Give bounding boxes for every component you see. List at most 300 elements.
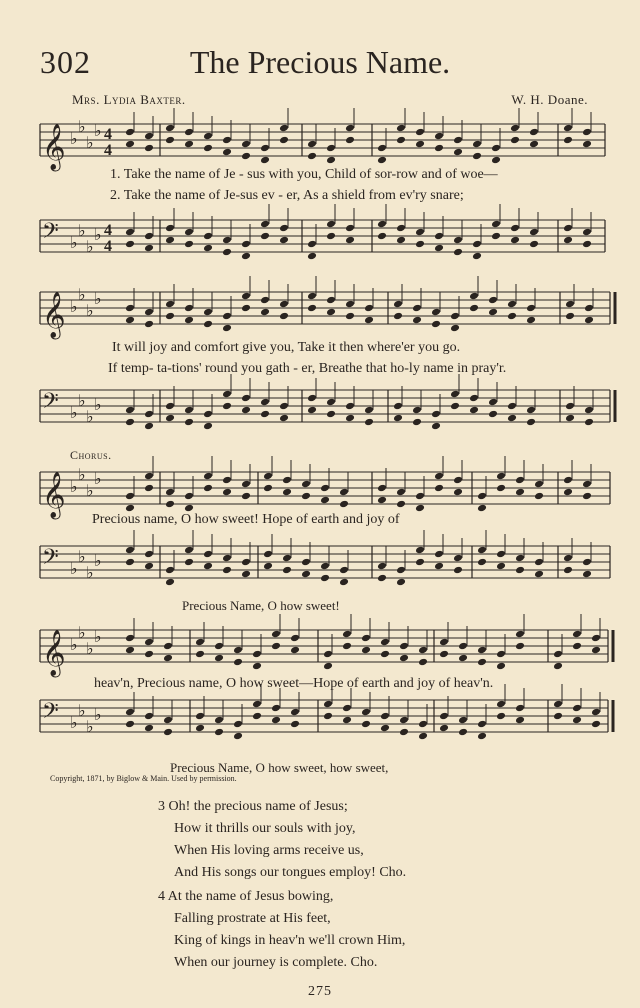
notehead bbox=[510, 236, 520, 245]
stanza-line: How it thrills our souls with joy, bbox=[174, 821, 356, 836]
notehead bbox=[565, 300, 575, 309]
bass-clef-icon: 𝄢 bbox=[42, 545, 59, 575]
notehead bbox=[450, 390, 460, 399]
notehead bbox=[279, 236, 289, 245]
notehead bbox=[491, 232, 501, 241]
notehead bbox=[326, 156, 336, 165]
notehead bbox=[526, 304, 536, 313]
notehead bbox=[165, 236, 175, 245]
notehead bbox=[252, 650, 262, 659]
notehead bbox=[260, 232, 270, 241]
notehead bbox=[203, 308, 213, 317]
notehead bbox=[271, 716, 281, 725]
notehead bbox=[412, 304, 422, 313]
notehead bbox=[195, 724, 205, 733]
flat-icon: ♭ bbox=[78, 221, 86, 240]
treble-clef-icon: 𝄞 bbox=[42, 630, 66, 676]
notehead bbox=[222, 136, 232, 145]
notehead bbox=[507, 414, 517, 423]
notehead bbox=[144, 244, 154, 253]
notehead bbox=[125, 720, 135, 729]
notehead bbox=[165, 402, 175, 411]
notehead bbox=[125, 316, 135, 325]
notehead bbox=[377, 574, 387, 583]
notehead bbox=[125, 504, 135, 513]
flat-icon: ♭ bbox=[86, 301, 94, 320]
notehead bbox=[380, 724, 390, 733]
notehead bbox=[125, 546, 135, 555]
notehead bbox=[241, 394, 251, 403]
notehead bbox=[125, 140, 135, 149]
notehead bbox=[241, 240, 251, 249]
notehead bbox=[563, 554, 573, 563]
notehead bbox=[241, 480, 251, 489]
notehead bbox=[472, 240, 482, 249]
notehead bbox=[144, 650, 154, 659]
notehead bbox=[582, 558, 592, 567]
notehead bbox=[323, 650, 333, 659]
notehead bbox=[260, 156, 270, 165]
notehead bbox=[320, 562, 330, 571]
notehead bbox=[572, 704, 582, 713]
notehead bbox=[496, 662, 506, 671]
notehead bbox=[472, 140, 482, 149]
notehead bbox=[565, 312, 575, 321]
notehead bbox=[279, 402, 289, 411]
flat-icon: ♭ bbox=[70, 713, 78, 732]
flat-icon: ♭ bbox=[86, 481, 94, 500]
notehead bbox=[222, 402, 232, 411]
notehead bbox=[163, 716, 173, 725]
hymn-title: The Precious Name. bbox=[189, 44, 451, 80]
notehead bbox=[144, 472, 154, 481]
notehead bbox=[582, 140, 592, 149]
notehead bbox=[165, 414, 175, 423]
notehead bbox=[418, 658, 428, 667]
notehead bbox=[345, 312, 355, 321]
notehead bbox=[364, 406, 374, 415]
flat-icon: ♭ bbox=[94, 225, 102, 244]
flat-icon: ♭ bbox=[86, 237, 94, 256]
notehead bbox=[307, 240, 317, 249]
notehead bbox=[563, 236, 573, 245]
notehead bbox=[412, 316, 422, 325]
notehead bbox=[591, 720, 601, 729]
time-signature-bottom: 4 bbox=[104, 238, 112, 256]
notehead bbox=[260, 144, 270, 153]
notehead bbox=[415, 504, 425, 513]
notehead bbox=[434, 232, 444, 241]
verse-2-lyric-line-1: 2. Take the name of Je-sus ev - er, As a shield from ev'ry snare; bbox=[110, 188, 464, 203]
notehead bbox=[434, 550, 444, 559]
chorus-system-2-treble-staff bbox=[0, 623, 640, 676]
flat-icon: ♭ bbox=[86, 563, 94, 582]
notehead bbox=[415, 228, 425, 237]
notehead bbox=[320, 484, 330, 493]
notehead bbox=[496, 700, 506, 709]
notehead bbox=[307, 252, 317, 261]
notehead bbox=[260, 410, 270, 419]
notehead bbox=[165, 300, 175, 309]
notehead bbox=[496, 712, 506, 721]
notehead bbox=[488, 296, 498, 305]
notehead bbox=[434, 132, 444, 141]
notehead bbox=[434, 472, 444, 481]
notehead bbox=[563, 566, 573, 575]
notehead bbox=[472, 152, 482, 161]
notehead bbox=[339, 500, 349, 509]
notehead bbox=[233, 732, 243, 741]
notehead bbox=[326, 232, 336, 241]
chorus-label: Chorus. bbox=[70, 448, 112, 462]
notehead bbox=[165, 224, 175, 233]
notehead bbox=[515, 716, 525, 725]
notehead bbox=[144, 422, 154, 431]
verse-1-lyric-line-1: 1. Take the name of Je - sus with you, Child of sor-row and of woe— bbox=[110, 167, 498, 182]
flat-icon: ♭ bbox=[70, 559, 78, 578]
notehead bbox=[203, 484, 213, 493]
flat-icon: ♭ bbox=[78, 391, 86, 410]
notehead bbox=[282, 566, 292, 575]
notehead bbox=[184, 504, 194, 513]
notehead bbox=[515, 566, 525, 575]
notehead bbox=[125, 634, 135, 643]
notehead bbox=[222, 554, 232, 563]
chorus-lyric-line-2: heav'n, Precious name, O how sweet—Hope of earth and joy of heav'n. bbox=[94, 676, 494, 691]
notehead bbox=[572, 716, 582, 725]
notehead bbox=[418, 720, 428, 729]
treble-clef-icon: 𝄞 bbox=[42, 124, 66, 170]
notehead bbox=[591, 708, 601, 717]
notehead bbox=[184, 128, 194, 137]
notehead bbox=[477, 504, 487, 513]
notehead bbox=[165, 124, 175, 133]
notehead bbox=[222, 312, 232, 321]
notehead bbox=[163, 654, 173, 663]
notehead bbox=[572, 630, 582, 639]
notehead bbox=[534, 480, 544, 489]
notehead bbox=[222, 148, 232, 157]
stanza-line: When His loving arms receive us, bbox=[174, 843, 364, 858]
notehead bbox=[345, 224, 355, 233]
notehead bbox=[222, 324, 232, 333]
notehead bbox=[396, 136, 406, 145]
notehead bbox=[323, 662, 333, 671]
notehead bbox=[582, 492, 592, 501]
notehead bbox=[434, 562, 444, 571]
notehead bbox=[326, 296, 336, 305]
notehead bbox=[222, 566, 232, 575]
notehead bbox=[450, 402, 460, 411]
notehead bbox=[377, 156, 387, 165]
notehead bbox=[125, 240, 135, 249]
notehead bbox=[320, 496, 330, 505]
notehead bbox=[301, 570, 311, 579]
notehead bbox=[415, 128, 425, 137]
notehead bbox=[222, 476, 232, 485]
flat-icon: ♭ bbox=[94, 289, 102, 308]
notehead bbox=[491, 156, 501, 165]
notehead bbox=[260, 398, 270, 407]
treble-clef-icon: 𝄞 bbox=[42, 292, 66, 338]
notehead bbox=[361, 634, 371, 643]
notehead bbox=[477, 720, 487, 729]
notehead bbox=[469, 304, 479, 313]
notehead bbox=[260, 308, 270, 317]
notehead bbox=[453, 236, 463, 245]
notehead bbox=[342, 630, 352, 639]
notehead bbox=[326, 144, 336, 153]
notehead bbox=[439, 712, 449, 721]
notehead bbox=[582, 228, 592, 237]
notehead bbox=[507, 402, 517, 411]
notehead bbox=[431, 410, 441, 419]
notehead bbox=[491, 144, 501, 153]
notehead bbox=[434, 144, 444, 153]
bass-clef-icon: 𝄢 bbox=[42, 219, 59, 249]
notehead bbox=[144, 638, 154, 647]
notehead bbox=[241, 558, 251, 567]
notehead bbox=[399, 716, 409, 725]
flat-icon: ♭ bbox=[78, 701, 86, 720]
notehead bbox=[260, 220, 270, 229]
notehead bbox=[290, 708, 300, 717]
notehead bbox=[377, 220, 387, 229]
notehead bbox=[326, 398, 336, 407]
chorus-system-1-treble-staff bbox=[0, 465, 640, 518]
verse-2-lyric-line-2: If temp- ta-tions' round you gath - er, Breathe that ho-ly name in pray'r. bbox=[108, 361, 507, 376]
notehead bbox=[307, 152, 317, 161]
notehead bbox=[553, 662, 563, 671]
notehead bbox=[125, 708, 135, 717]
notehead bbox=[396, 500, 406, 509]
time-signature-top: 4 bbox=[104, 222, 112, 240]
notehead bbox=[453, 554, 463, 563]
notehead bbox=[144, 712, 154, 721]
notehead bbox=[582, 240, 592, 249]
notehead bbox=[584, 406, 594, 415]
notehead bbox=[412, 418, 422, 427]
flat-icon: ♭ bbox=[78, 117, 86, 136]
notehead bbox=[165, 312, 175, 321]
notehead bbox=[477, 732, 487, 741]
notehead bbox=[396, 578, 406, 587]
notehead bbox=[125, 128, 135, 137]
flat-icon: ♭ bbox=[94, 121, 102, 140]
notehead bbox=[282, 554, 292, 563]
notehead bbox=[203, 550, 213, 559]
notehead bbox=[214, 654, 224, 663]
notehead bbox=[184, 418, 194, 427]
notehead bbox=[418, 732, 428, 741]
notehead bbox=[396, 488, 406, 497]
flat-icon: ♭ bbox=[94, 469, 102, 488]
flat-icon: ♭ bbox=[70, 233, 78, 252]
notehead bbox=[345, 136, 355, 145]
notehead bbox=[477, 492, 487, 501]
notehead bbox=[342, 716, 352, 725]
notehead bbox=[582, 128, 592, 137]
notehead bbox=[203, 244, 213, 253]
notehead bbox=[529, 128, 539, 137]
flat-icon: ♭ bbox=[78, 623, 86, 642]
system-1-bass-staff bbox=[0, 214, 640, 262]
notehead bbox=[458, 716, 468, 725]
notehead bbox=[307, 292, 317, 301]
notehead bbox=[339, 578, 349, 587]
flat-icon: ♭ bbox=[70, 477, 78, 496]
notehead bbox=[222, 390, 232, 399]
notehead bbox=[496, 484, 506, 493]
flat-icon: ♭ bbox=[94, 705, 102, 724]
notehead bbox=[488, 410, 498, 419]
notehead bbox=[125, 406, 135, 415]
notehead bbox=[565, 414, 575, 423]
notehead bbox=[399, 642, 409, 651]
notehead bbox=[477, 658, 487, 667]
notehead bbox=[515, 704, 525, 713]
notehead bbox=[361, 720, 371, 729]
notehead bbox=[271, 642, 281, 651]
notehead bbox=[144, 484, 154, 493]
flat-icon: ♭ bbox=[86, 407, 94, 426]
notehead bbox=[380, 650, 390, 659]
hymn-number: 302 bbox=[40, 44, 91, 80]
notehead bbox=[377, 144, 387, 153]
notehead bbox=[222, 488, 232, 497]
notehead bbox=[307, 140, 317, 149]
notehead bbox=[453, 148, 463, 157]
notehead bbox=[496, 550, 506, 559]
notehead bbox=[165, 136, 175, 145]
notehead bbox=[439, 724, 449, 733]
notehead bbox=[282, 488, 292, 497]
notehead bbox=[377, 496, 387, 505]
notehead bbox=[458, 728, 468, 737]
flat-icon: ♭ bbox=[86, 717, 94, 736]
notehead bbox=[203, 144, 213, 153]
notehead bbox=[165, 566, 175, 575]
system-2-treble-staff bbox=[0, 285, 640, 338]
notehead bbox=[144, 320, 154, 329]
flat-icon: ♭ bbox=[94, 627, 102, 646]
notehead bbox=[184, 140, 194, 149]
notehead bbox=[515, 488, 525, 497]
system-1-treble-staff bbox=[0, 117, 640, 170]
notehead bbox=[144, 308, 154, 317]
notehead bbox=[241, 406, 251, 415]
chorus-system-1-bass-staff bbox=[0, 540, 640, 588]
notehead bbox=[320, 574, 330, 583]
notehead bbox=[339, 566, 349, 575]
notehead bbox=[165, 578, 175, 587]
notehead bbox=[477, 546, 487, 555]
notehead bbox=[515, 476, 525, 485]
notehead bbox=[582, 480, 592, 489]
notehead bbox=[163, 728, 173, 737]
notehead bbox=[307, 394, 317, 403]
notehead bbox=[565, 402, 575, 411]
notehead bbox=[393, 300, 403, 309]
notehead bbox=[572, 642, 582, 651]
notehead bbox=[345, 414, 355, 423]
notehead bbox=[418, 646, 428, 655]
notehead bbox=[307, 304, 317, 313]
notehead bbox=[326, 308, 336, 317]
notehead bbox=[396, 124, 406, 133]
notehead bbox=[453, 136, 463, 145]
notehead bbox=[184, 316, 194, 325]
notehead bbox=[399, 654, 409, 663]
notehead bbox=[184, 558, 194, 567]
notehead bbox=[515, 642, 525, 651]
treble-clef-icon: 𝄞 bbox=[42, 472, 66, 518]
notehead bbox=[252, 700, 262, 709]
verse-1-lyric-line-2: It will joy and comfort give you, Take it then where'er you go. bbox=[112, 340, 461, 355]
chorus-bass-lyric-line-2: Precious Name, O how sweet, how sweet, bbox=[170, 760, 389, 775]
notehead bbox=[393, 414, 403, 423]
notehead bbox=[241, 570, 251, 579]
notehead bbox=[415, 240, 425, 249]
notehead bbox=[323, 700, 333, 709]
notehead bbox=[323, 712, 333, 721]
notehead bbox=[144, 232, 154, 241]
notehead bbox=[453, 248, 463, 257]
notehead bbox=[125, 228, 135, 237]
notehead bbox=[584, 316, 594, 325]
notehead bbox=[393, 402, 403, 411]
notehead bbox=[469, 292, 479, 301]
notehead bbox=[415, 546, 425, 555]
notehead bbox=[326, 410, 336, 419]
notehead bbox=[144, 132, 154, 141]
stanza-line: When our journey is complete. Cho. bbox=[174, 955, 378, 970]
notehead bbox=[396, 224, 406, 233]
flat-icon: ♭ bbox=[70, 297, 78, 316]
notehead bbox=[241, 140, 251, 149]
notehead bbox=[469, 406, 479, 415]
notehead bbox=[144, 550, 154, 559]
notehead bbox=[488, 308, 498, 317]
notehead bbox=[496, 650, 506, 659]
notehead bbox=[307, 406, 317, 415]
bass-clef-icon: 𝄢 bbox=[42, 699, 59, 729]
notehead bbox=[195, 650, 205, 659]
notehead bbox=[279, 414, 289, 423]
notehead bbox=[241, 152, 251, 161]
notehead bbox=[439, 638, 449, 647]
notehead bbox=[453, 566, 463, 575]
notehead bbox=[582, 570, 592, 579]
notehead bbox=[184, 304, 194, 313]
notehead bbox=[526, 316, 536, 325]
notehead bbox=[450, 312, 460, 321]
notehead bbox=[488, 398, 498, 407]
notehead bbox=[431, 320, 441, 329]
notehead bbox=[477, 558, 487, 567]
notehead bbox=[380, 638, 390, 647]
stanza-line: 3 Oh! the precious name of Jesus; bbox=[158, 799, 348, 814]
notehead bbox=[165, 500, 175, 509]
notehead bbox=[222, 248, 232, 257]
notehead bbox=[591, 634, 601, 643]
page-number: 275 bbox=[308, 984, 332, 999]
notehead bbox=[203, 320, 213, 329]
notehead bbox=[377, 232, 387, 241]
notehead bbox=[591, 646, 601, 655]
notehead bbox=[453, 476, 463, 485]
notehead bbox=[412, 406, 422, 415]
